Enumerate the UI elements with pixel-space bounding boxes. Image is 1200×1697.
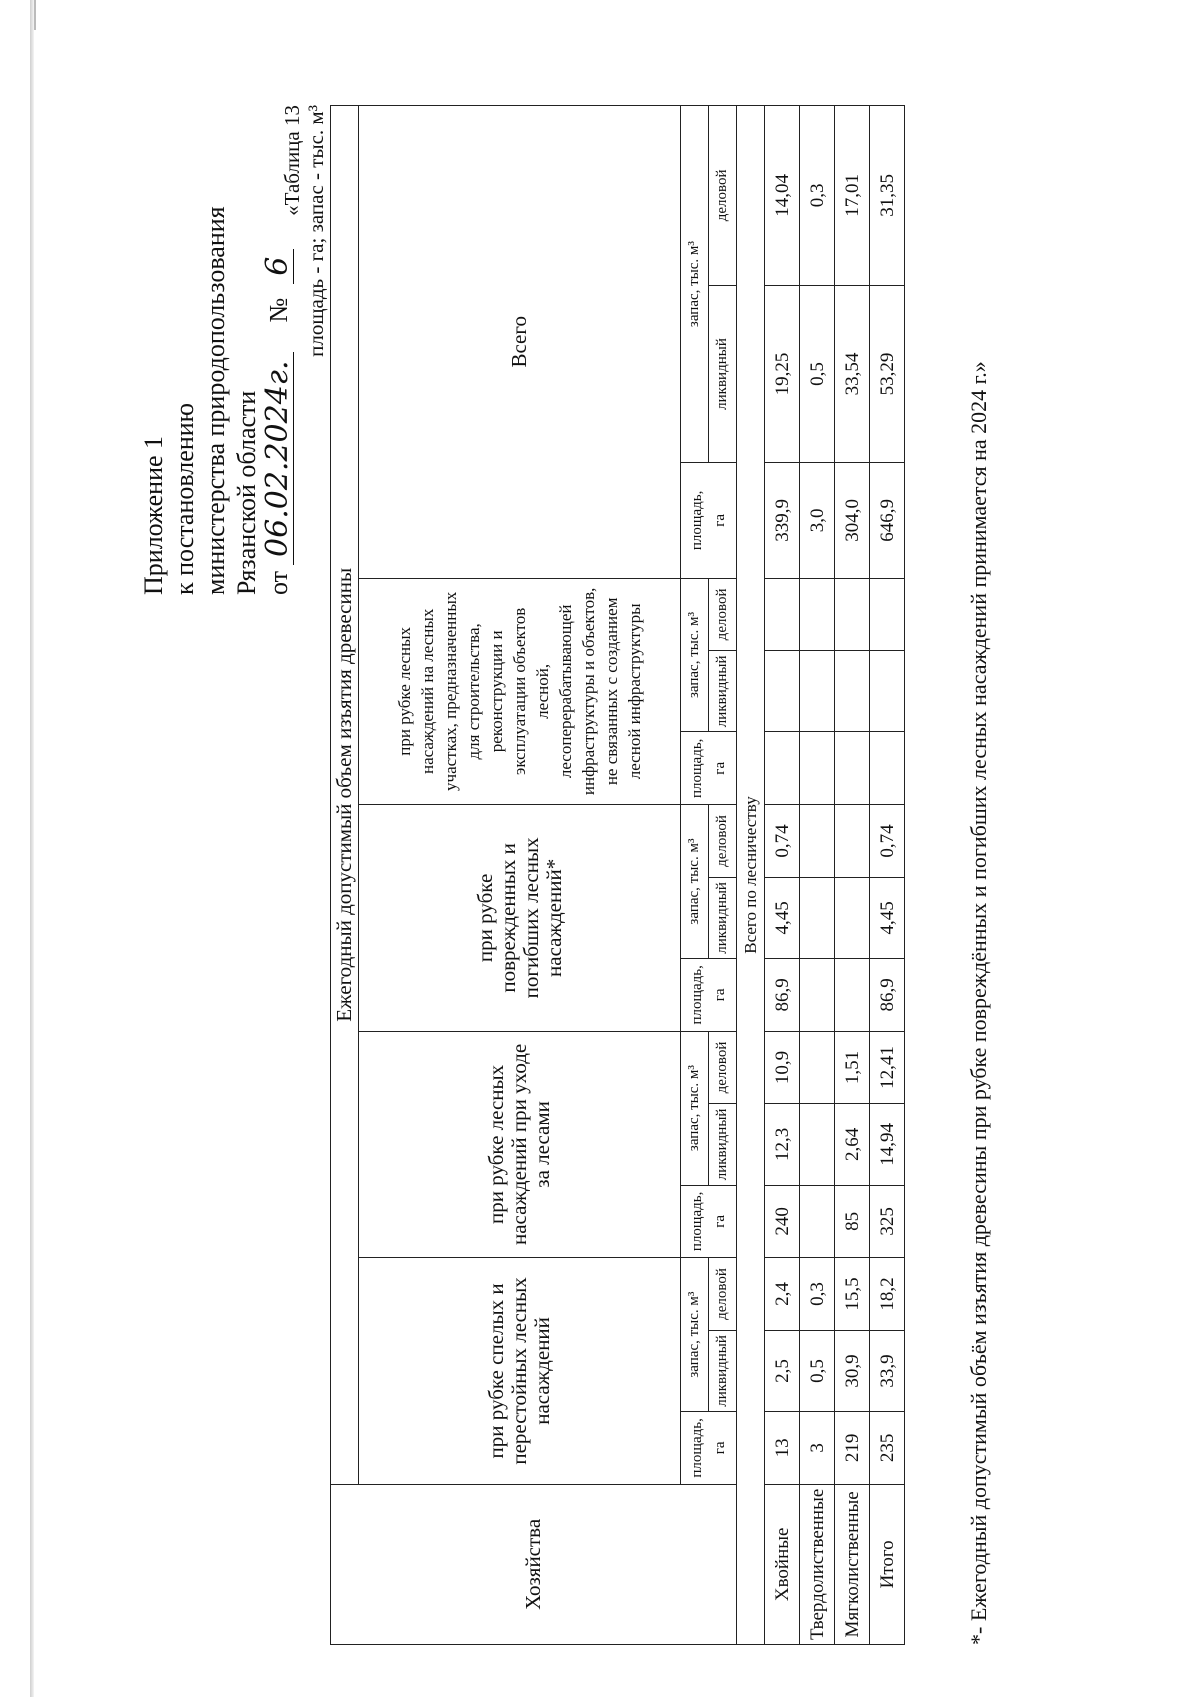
cell: 2,4 [765, 1258, 800, 1331]
stock-header: запас, тыс. м³ [681, 106, 709, 463]
group-infrastructure-felling: при рубке лесных насаждений на лесных участках, предназначенных для строительства, реконструкции и эксплуатации объектов лесной, лесоперерабатывающей инфраструктуры и объектов, не связанных с созданием лесной инфраструктуры [359, 578, 681, 805]
cell: 19,25 [765, 285, 800, 462]
row-name: Мягколиственные [835, 1484, 870, 1644]
cell: 86,9 [765, 958, 800, 1031]
cell: 53,29 [870, 285, 905, 462]
area-header [681, 732, 737, 805]
cell [800, 877, 835, 958]
cell: 14,04 [765, 106, 800, 286]
liquid-header: ликвидный [709, 1330, 737, 1411]
area-label: площадь, [688, 738, 705, 799]
area-unit: га [711, 761, 728, 775]
cell [835, 651, 870, 732]
liquid-header: ликвидный [709, 877, 737, 958]
business-header: деловой [709, 578, 737, 651]
liquid-header: ликвидный [709, 651, 737, 732]
cell: 13 [765, 1412, 800, 1485]
cell [800, 578, 835, 651]
cell: 0,74 [870, 805, 905, 878]
cell: 0,74 [765, 805, 800, 878]
cell [835, 732, 870, 805]
cell [835, 805, 870, 878]
header-line-2: к постановлению [170, 402, 199, 595]
liquid-header: ликвидный [709, 285, 737, 462]
cell: 30,9 [835, 1330, 870, 1411]
header-line-1: Приложение 1 [139, 435, 168, 595]
cell: 235 [870, 1412, 905, 1485]
cell: 339,9 [765, 463, 800, 578]
stock-header: запас, тыс. м³ [681, 805, 709, 959]
area-label: площадь, [688, 965, 705, 1025]
scan-edge [30, 0, 34, 1697]
cell: 12,3 [765, 1104, 800, 1185]
business-header: деловой [709, 1031, 737, 1104]
area-label: площадь, [688, 490, 705, 551]
stock-header: запас, тыс. м³ [681, 578, 709, 732]
area-header [681, 1185, 737, 1258]
cell [800, 1104, 835, 1185]
cell [835, 877, 870, 958]
cell: 304,0 [835, 463, 870, 578]
cell: 1,51 [835, 1031, 870, 1104]
cell: 12,41 [870, 1031, 905, 1104]
cell: 325 [870, 1185, 905, 1258]
cell: 4,45 [765, 877, 800, 958]
cell: 86,9 [870, 958, 905, 1031]
group-mature-felling: при рубке спелых и перестойных лесных насаждений [359, 1258, 681, 1485]
cell [835, 958, 870, 1031]
footnote: *- Ежегодный допустимый объём изъятия древесины при рубке повреждённых и погибших лесных насаждений принимается на 2024 г.» [966, 361, 991, 1645]
cell [870, 578, 905, 651]
cell: 240 [765, 1185, 800, 1258]
area-label: площадь, [688, 1191, 705, 1252]
cell [870, 651, 905, 732]
cell [765, 651, 800, 732]
cell [800, 805, 835, 878]
col-group-header: Ежегодный допустимый объем изъятия древесины [331, 106, 359, 1485]
cell [800, 1031, 835, 1104]
cell: 219 [835, 1412, 870, 1485]
section-header: Всего по лесничеству [737, 106, 765, 1645]
area-unit: га [711, 513, 728, 527]
timber-volume-table [330, 105, 905, 1645]
group-damaged-felling: при рубке поврежденных и погибших лесных насаждений* [359, 805, 681, 1032]
cell: 17,01 [835, 106, 870, 286]
area-unit: га [711, 988, 728, 1002]
cell: 31,35 [870, 106, 905, 286]
cell: 18,2 [870, 1258, 905, 1331]
header-line-4: Рязанской области [232, 390, 261, 595]
table-row [870, 106, 905, 1645]
cell [800, 732, 835, 805]
liquid-header: ликвидный [709, 1104, 737, 1185]
appendix-header [138, 95, 294, 595]
area-unit: га [711, 1214, 728, 1228]
handwritten-number: 6 [262, 249, 294, 284]
group-total: Всего [359, 106, 681, 579]
row-name: Итого [870, 1484, 905, 1644]
cell [800, 958, 835, 1031]
cell: 0,5 [800, 285, 835, 462]
cell: 3 [800, 1412, 835, 1485]
cell: 33,9 [870, 1330, 905, 1411]
area-header [681, 958, 737, 1031]
cell: 0,5 [800, 1330, 835, 1411]
number-prefix: № [264, 297, 293, 323]
col-farms: Хозяйства [331, 1484, 737, 1644]
cell [800, 651, 835, 732]
cell: 14,94 [870, 1104, 905, 1185]
cell: 0,3 [800, 1258, 835, 1331]
table-units: площадь - га; запас - тыс. м³ [304, 105, 328, 357]
handwritten-date: 06.02.2024г. [262, 353, 294, 565]
cell: 2,64 [835, 1104, 870, 1185]
table-row [835, 106, 870, 1645]
cell: 646,9 [870, 463, 905, 578]
cell: 0,3 [800, 106, 835, 286]
cell [765, 732, 800, 805]
table-row [800, 106, 835, 1645]
group-care-felling: при рубке лесных насаждений при уходе за лесами [359, 1031, 681, 1258]
business-header: деловой [709, 1258, 737, 1331]
header-line-3: министерства природопользования [201, 206, 230, 595]
stock-header: запас, тыс. м³ [681, 1258, 709, 1412]
area-header [681, 463, 737, 578]
cell [765, 578, 800, 651]
cell: 85 [835, 1185, 870, 1258]
area-label: площадь, [688, 1418, 705, 1478]
rotated-page [130, 85, 1130, 1665]
business-header: деловой [709, 106, 737, 286]
cell [870, 732, 905, 805]
scan-edge-mark [34, 0, 36, 30]
cell: 3,0 [800, 463, 835, 578]
cell [835, 578, 870, 651]
cell: 10,9 [765, 1031, 800, 1104]
cell: 15,5 [835, 1258, 870, 1331]
business-header: деловой [709, 805, 737, 878]
from-prefix: от [264, 570, 293, 595]
table-reference [280, 105, 328, 375]
cell [800, 1185, 835, 1258]
cell: 4,45 [870, 877, 905, 958]
row-name: Твердолиственные [800, 1484, 835, 1644]
table-row [765, 106, 800, 1645]
row-name: Хвойные [765, 1484, 800, 1644]
cell: 33,54 [835, 285, 870, 462]
area-unit: га [711, 1441, 728, 1455]
stock-header: запас, тыс. м³ [681, 1031, 709, 1185]
area-header [681, 1412, 737, 1485]
cell: 2,5 [765, 1330, 800, 1411]
table-title: «Таблица 13 [280, 105, 304, 216]
